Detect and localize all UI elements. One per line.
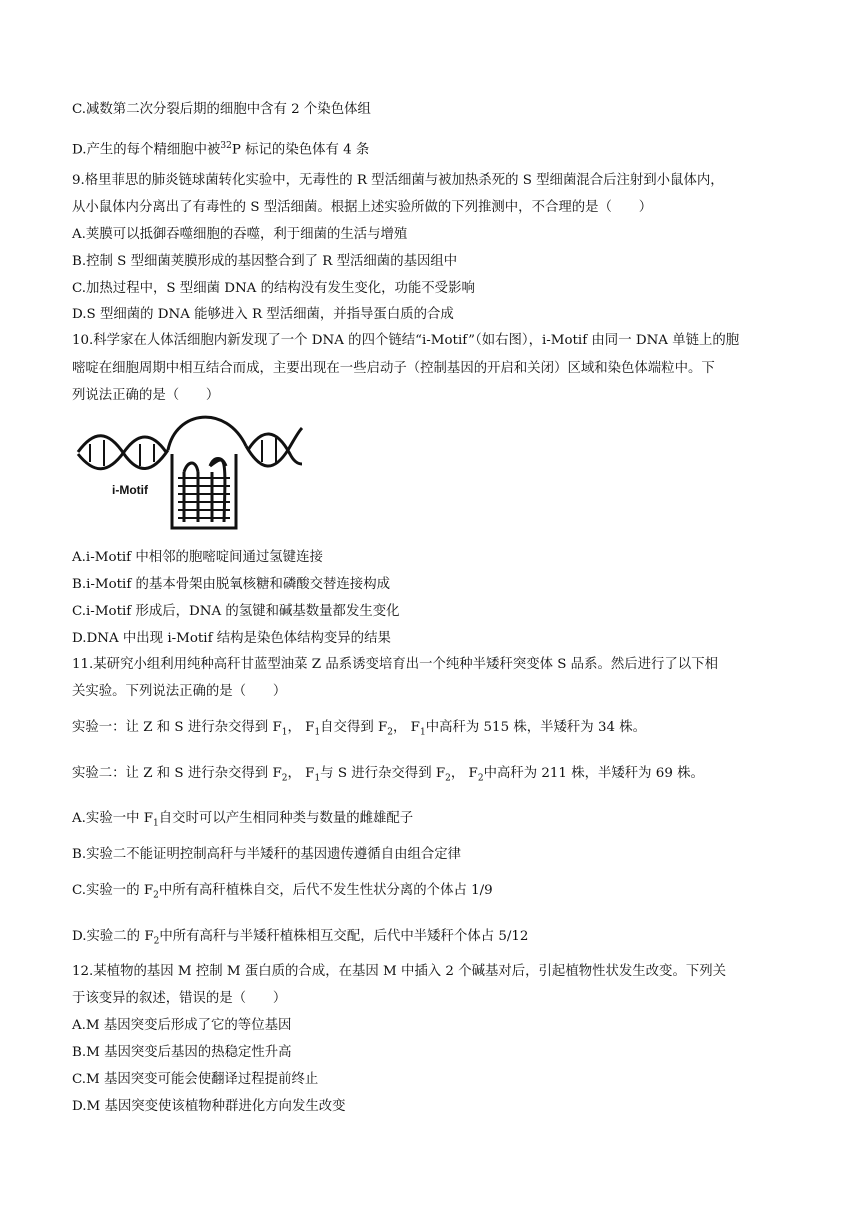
dna-strands [78, 417, 302, 528]
q12-option-a: A.M 基因突变后形成了它的等位基因 [72, 1018, 292, 1033]
q12-option-d: D.M 基因突变使该植物种群进化方向发生改变 [72, 1099, 346, 1114]
q11-option-b: B.实验二不能证明控制高秆与半矮秆的基因遗传遵循自由组合定律 [72, 847, 462, 862]
q9-option-a: A.荚膜可以抵御吞噬细胞的吞噬，利于细菌的生活与增殖 [72, 227, 408, 242]
q11-option-a: A.实验一中 $F_1$自交时可以产生相同种类与数量的雌雄配子 [72, 811, 414, 829]
q10-option-b: B.i-Motif 的基本骨架由脱氧核糖和磷酸交替连接构成 [72, 577, 390, 592]
q9-stem-line-2: 从小鼠体内分离出了有毒性的 S 型活细菌。根据上述实验所做的下列推测中，不合理的是（ ） [72, 200, 653, 215]
q8-option-d: D.产生的每个精细胞中被$^{32}$P 标记的染色体有 4 条 [72, 141, 370, 158]
q12-option-c: C.M 基因突变可能会使翻译过程提前终止 [72, 1072, 319, 1087]
q11-option-c: C.实验一的 $F_2$中所有高秆植株自交，后代不发生性状分离的个体占 1/9 [72, 883, 493, 901]
q11-stem-line-1: 11.某研究小组利用纯种高秆甘蓝型油菜 Z 品系诱变培育出一个纯种半矮秆突变体 S 品系。然后进行了以下相 [72, 657, 718, 672]
q10-option-a: A.i-Motif 中相邻的胞嘧啶间通过氢键连接 [72, 550, 323, 565]
q8-option-c: C.减数第二次分裂后期的细胞中含有 2 个染色体组 [72, 102, 371, 117]
i-motif-figure [76, 410, 304, 540]
q11-stem-line-2: 关实验。下列说法正确的是（ ） [72, 684, 287, 699]
q11-experiment-1: 实验一：让 Z 和 S 进行杂交得到 $F_1$， $F_1$自交得到 $F_2$， $F_1$中高秆为 515 株，半矮秆为 34 株。 [72, 720, 647, 738]
q12-stem-line-2: 于该变异的叙述，错误的是（ ） [72, 991, 287, 1006]
q10-option-c: C.i-Motif 形成后，DNA 的氢键和碱基数量都发生变化 [72, 604, 400, 619]
q10-option-d: D.DNA 中出现 i-Motif 结构是染色体结构变异的结果 [72, 631, 391, 646]
q12-option-b: B.M 基因突变后基因的热稳定性升高 [72, 1045, 292, 1060]
q9-option-b: B.控制 S 型细菌荚膜形成的基因整合到了 R 型活细菌的基因组中 [72, 254, 458, 269]
q12-stem-line-1: 12.某植物的基因 M 控制 M 蛋白质的合成，在基因 M 中插入 2 个碱基对后，引起植物性状发生改变。下列关 [72, 964, 727, 979]
q9-option-d: D.S 型细菌的 DNA 能够进入 R 型活细菌，并指导蛋白质的合成 [72, 307, 454, 322]
q9-option-c: C.加热过程中，S 型细菌 DNA 的结构没有发生变化，功能不受影响 [72, 281, 475, 296]
q11-experiment-2: 实验二：让 Z 和 S 进行杂交得到 $F_2$， $F_1$与 S 进行杂交得到 $F_2$， $F_2$中高秆为 211 株，半矮秆为 69 株。 [72, 766, 704, 784]
q10-stem-line-2: 嘧啶在细胞周期中相互结合而成，主要出现在一些启动子（控制基因的开启和关闭）区域和染色体端粒中。下 [72, 361, 715, 376]
q11-option-d: D.实验二的 $F_2$中所有高秆与半矮秆植株相互交配，后代中半矮秆个体占 5/12 [72, 929, 529, 947]
q9-stem-line-1: 9.格里菲思的肺炎链球菌转化实验中，无毒性的 R 型活细菌与被加热杀死的 S 型细菌混合后注射到小鼠体内， [72, 173, 724, 188]
q10-stem-line-1: 10.科学家在人体活细胞内新发现了一个 DNA 的四个链结“i-Motif”（如右图），i-Motif 由同一 DNA 单链上的胞 [72, 333, 740, 348]
q10-stem-line-3: 列说法正确的是（ ） [72, 388, 220, 403]
i-motif-label: i-Motif [112, 483, 148, 497]
